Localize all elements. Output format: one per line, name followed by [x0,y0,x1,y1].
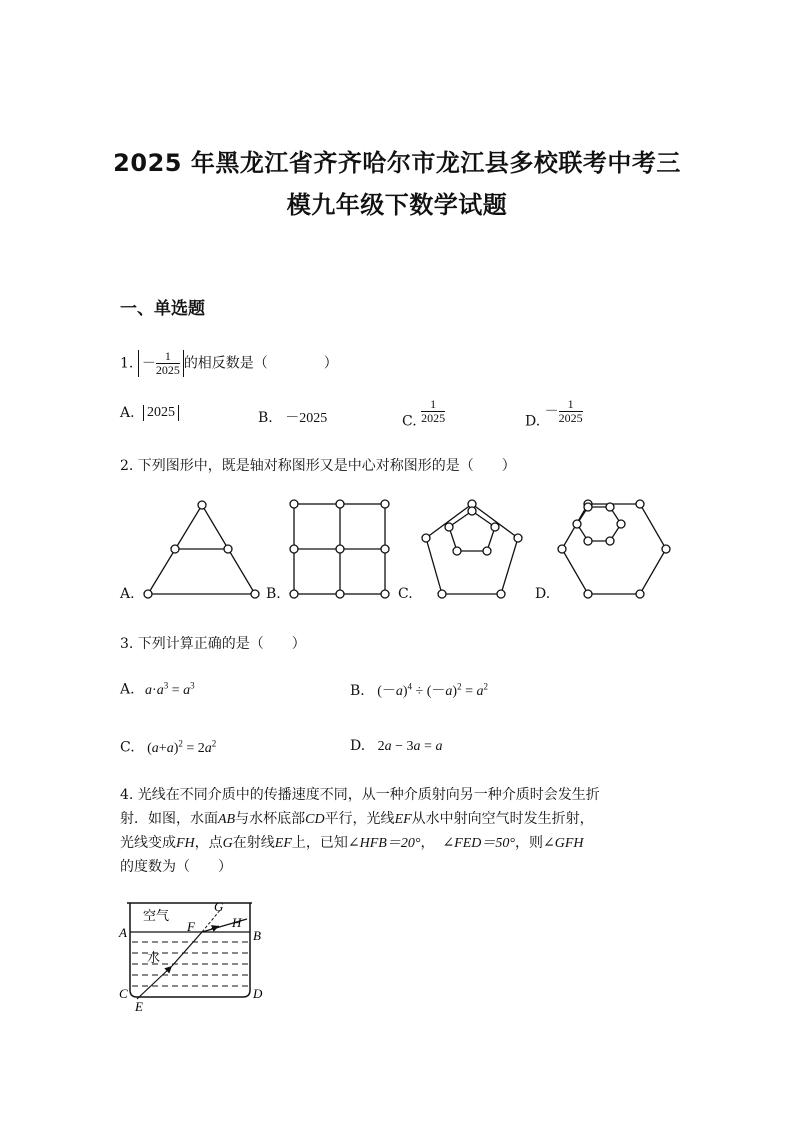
q4-l3-d: 上，已知 [291,835,348,851]
q3-option-d-label: D. [350,738,366,754]
q1-option-b [258,407,327,427]
q3-option-c [120,738,216,757]
q1-option-c [402,398,445,430]
q4-l2-a: 射．如图，水面 [120,811,218,827]
q4-line-3 [120,832,584,852]
q1-abs-expression: － $\frac{1}{2025}$ [138,350,184,377]
q4-l3-f: ，则 [515,835,543,851]
q3-b-exp4: 4 [407,681,413,692]
q1-frac-num: 1 [156,350,180,364]
q1-frac-den: 2025 [155,363,180,377]
q1-option-b-label: B. [258,410,273,426]
q2-option-b-label: B. [266,586,281,602]
q1-stem-tail: 的相反数是（ ） [183,355,338,372]
q3-option-b [350,680,488,700]
q4-l2-ef: EF [394,812,412,827]
q4-line-4: 的度数为（ ） [120,859,232,875]
q4-l2-ab: AB [218,812,236,827]
q2-option-a-label: A. [120,586,135,602]
q2-figure-b-grid [290,500,389,598]
q1-option-c-num: 1 [421,398,445,412]
q2-option-d-label: D. [535,586,551,602]
q3-option-a-expr: $a\cdot a^3 = a^3$ [145,680,195,698]
q1-option-d-den: 2025 [558,411,583,425]
question-1 [120,350,338,377]
fig-label-a: A [119,925,127,940]
q3-option-a-label: A. [120,681,135,698]
q4-line-1: 4. 光线在不同介质中的传播速度不同，从一种介质射向另一种介质时会发生折 [120,787,600,803]
q3-option-b-label: B. [350,683,365,699]
q4-l2-c: 平行，光线 [324,811,395,827]
doc-title-line1: 2025 年黑龙江省齐齐哈尔市龙江县多校联考中考三 [113,149,681,177]
q4-line-2 [120,808,594,828]
section-heading: 一、单选题 [120,299,205,319]
q4-l3-e: ， [420,835,435,851]
q1-option-a [120,405,179,421]
q3-option-b-expr: $(-a)^4 \div (-a)^2 = a^2$ [377,681,488,699]
q1-option-a-label: A. [120,405,135,421]
q3-a-exp2: 3 [190,680,195,690]
q4-glass-figure [115,895,275,1015]
fig-label-g: G [214,899,224,914]
q3-a-exp: 3 [163,680,169,690]
question-3: 3. 下列计算正确的是（ ） [120,636,306,652]
q4-l3-b: ，点 [194,835,223,851]
q3-option-d-expr: 2a − 3a = a [377,739,443,754]
q1-number: 1. [120,355,134,372]
q3-option-d [350,738,442,755]
q4-angle-hfb: ∠HFB＝20° [347,836,421,851]
q3-option-c-expr: $(a+a)^2 = 2a^2$ [147,738,217,756]
fig-label-d: D [253,986,263,1001]
q1-option-a-value: 2025 [143,405,179,421]
q3-option-c-label: C. [120,739,135,756]
fig-label-c: C [119,986,128,1001]
q1-option-d-label: D. [525,413,541,430]
fig-label-b: B [253,928,261,943]
q4-l2-b: 与水杯底部 [235,811,306,827]
q1-option-d: D. － $\frac{1}{2025}$ [525,397,583,430]
doc-title-line2: 模九年级下数学试题 [286,191,508,219]
q4-l3-a: 光线变成 [120,835,176,851]
q4-angle-fed: ∠FED＝50° [442,836,515,851]
question-2: 2. 下列图形中，既是轴对称图形又是中心对称图形的是（ ） [120,458,516,474]
fig-air-label: 空气 [143,908,170,923]
q3-option-a [120,680,195,699]
q4-l2-d: 从水中射向空气时发生折射， [411,811,594,827]
q4-l3-c: 在射线 [232,835,275,851]
q4-angle-gfh: ∠GFH [543,836,584,851]
q3-b-exp2b: 2 [483,681,488,692]
q2-figure-c-pentagons [422,500,522,598]
q3-c-exp2: 2 [178,738,183,748]
q4-l2-cd: CD [305,812,325,827]
q2-figure-d-hexagons [558,500,670,598]
q1-option-d-num: 1 [559,398,583,412]
q1-option-b-value: －2025 [285,411,328,426]
q4-l3-fh: FH [176,836,195,851]
fig-label-h: H [232,915,242,930]
q2-figure-a-triangle [144,501,259,598]
fig-water-label: 水 [147,950,161,965]
fig-label-e: E [135,999,143,1014]
q3-c-exp2b: 2 [211,738,217,748]
fig-label-f: F [187,919,195,934]
q2-option-c-label: C. [398,586,413,602]
q4-l3-g: G [222,836,233,851]
q1-option-c-den: 2025 [421,411,446,425]
q1-option-c-label: C. [402,413,417,430]
q4-l3-ef: EF [274,836,292,851]
q3-b-exp2: 2 [457,681,462,692]
